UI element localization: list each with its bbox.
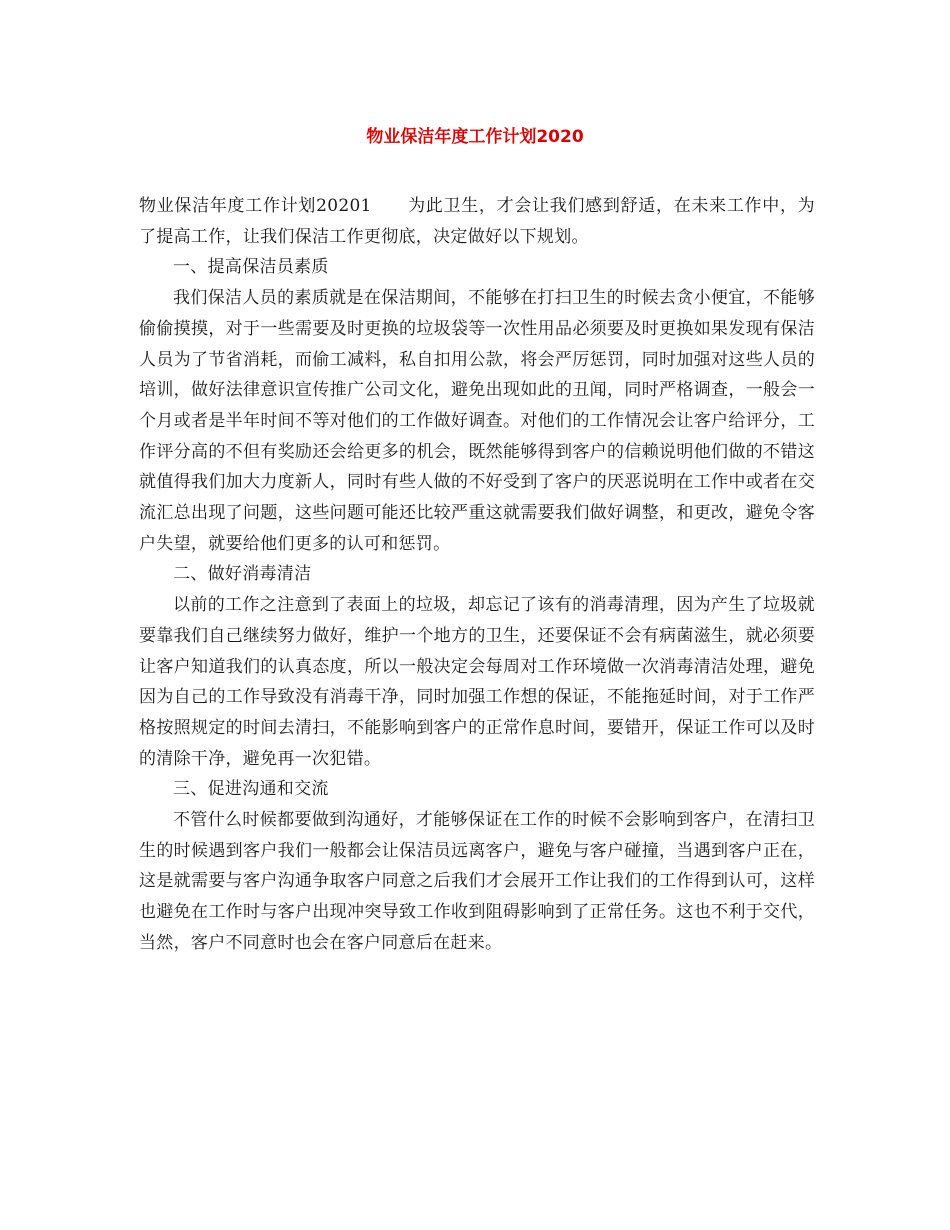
intro-text: 为此卫生，才会让我们感到舒适，在未来工作中，为了提高工作，让我们保洁工作更彻底，决定做好以下规划。	[139, 196, 815, 247]
section-heading: 一、提高保洁员素质	[173, 257, 329, 278]
section-body: 不管什么时候都要做到沟通好，才能够保证在工作的时候不会影响到客户，在清扫卫生的时候遇到客户我们一般都会让保洁员远离客户，避免与客户碰撞，当遇到客户正在，这是就需要与客户沟通争取客户同意之后我们才会展开工作让我们的工作得到认可，这样也避免在工作时与客户出现冲突导致工作收到阻碍影响到了正常任务。这也不利于交代，当然，客户不同意时也会在客户同意后在赶来。	[139, 810, 815, 953]
section-heading: 二、做好消毒清洁	[173, 564, 312, 585]
section-heading: 三、促进沟通和交流	[173, 779, 329, 800]
section-body: 以前的工作之注意到了表面上的垃圾，却忘记了该有的消毒清理，因为产生了垃圾就要靠我们自己继续努力做好，维护一个地方的卫生，还要保证不会有病菌滋生，就必须要让客户知道我们的认真态度，所以一般决定会每周对工作环境做一次消毒清洁处理，避免因为自己的工作导致没有消毒干净，同时加强工作想的保证，不能拖延时间，对于工作严格按照规定的时间去清扫，不能影响到客户的正常作息时间，要错开，保证工作可以及时的清除干净，避免再一次犯错。	[139, 595, 815, 769]
intro-label: 物业保洁年度工作计划20201	[139, 196, 372, 216]
document-title: 物业保洁年度工作计划2020	[366, 127, 584, 147]
document-body	[139, 191, 815, 959]
intro-paragraph	[139, 191, 815, 252]
section-body: 我们保洁人员的素质就是在保洁期间，不能够在打扫卫生的时候去贪小便宜，不能够偷偷摸摸，对于一些需要及时更换的垃圾袋等一次性用品必须要及时更换如果发现有保洁人员为了节省消耗，而偷工减料，私自扣用公款，将会严厉惩罚，同时加强对这些人员的培训，做好法律意识宣传推广公司文化，避免出现如此的丑闻，同时严格调查，一般会一个月或者是半年时间不等对他们的工作做好调查。对他们的工作情况会让客户给评分，工作评分高的不但有奖励还会给更多的机会，既然能够得到客户的信赖说明他们做的不错这就值得我们加大力度新人，同时有些人做的不好受到了客户的厌恶说明在工作中或者在交流汇总出现了问题，这些问题可能还比较严重这就需要我们做好调整，和更改，避免令客户失望，就要给他们更多的认可和惩罚。	[139, 288, 815, 554]
